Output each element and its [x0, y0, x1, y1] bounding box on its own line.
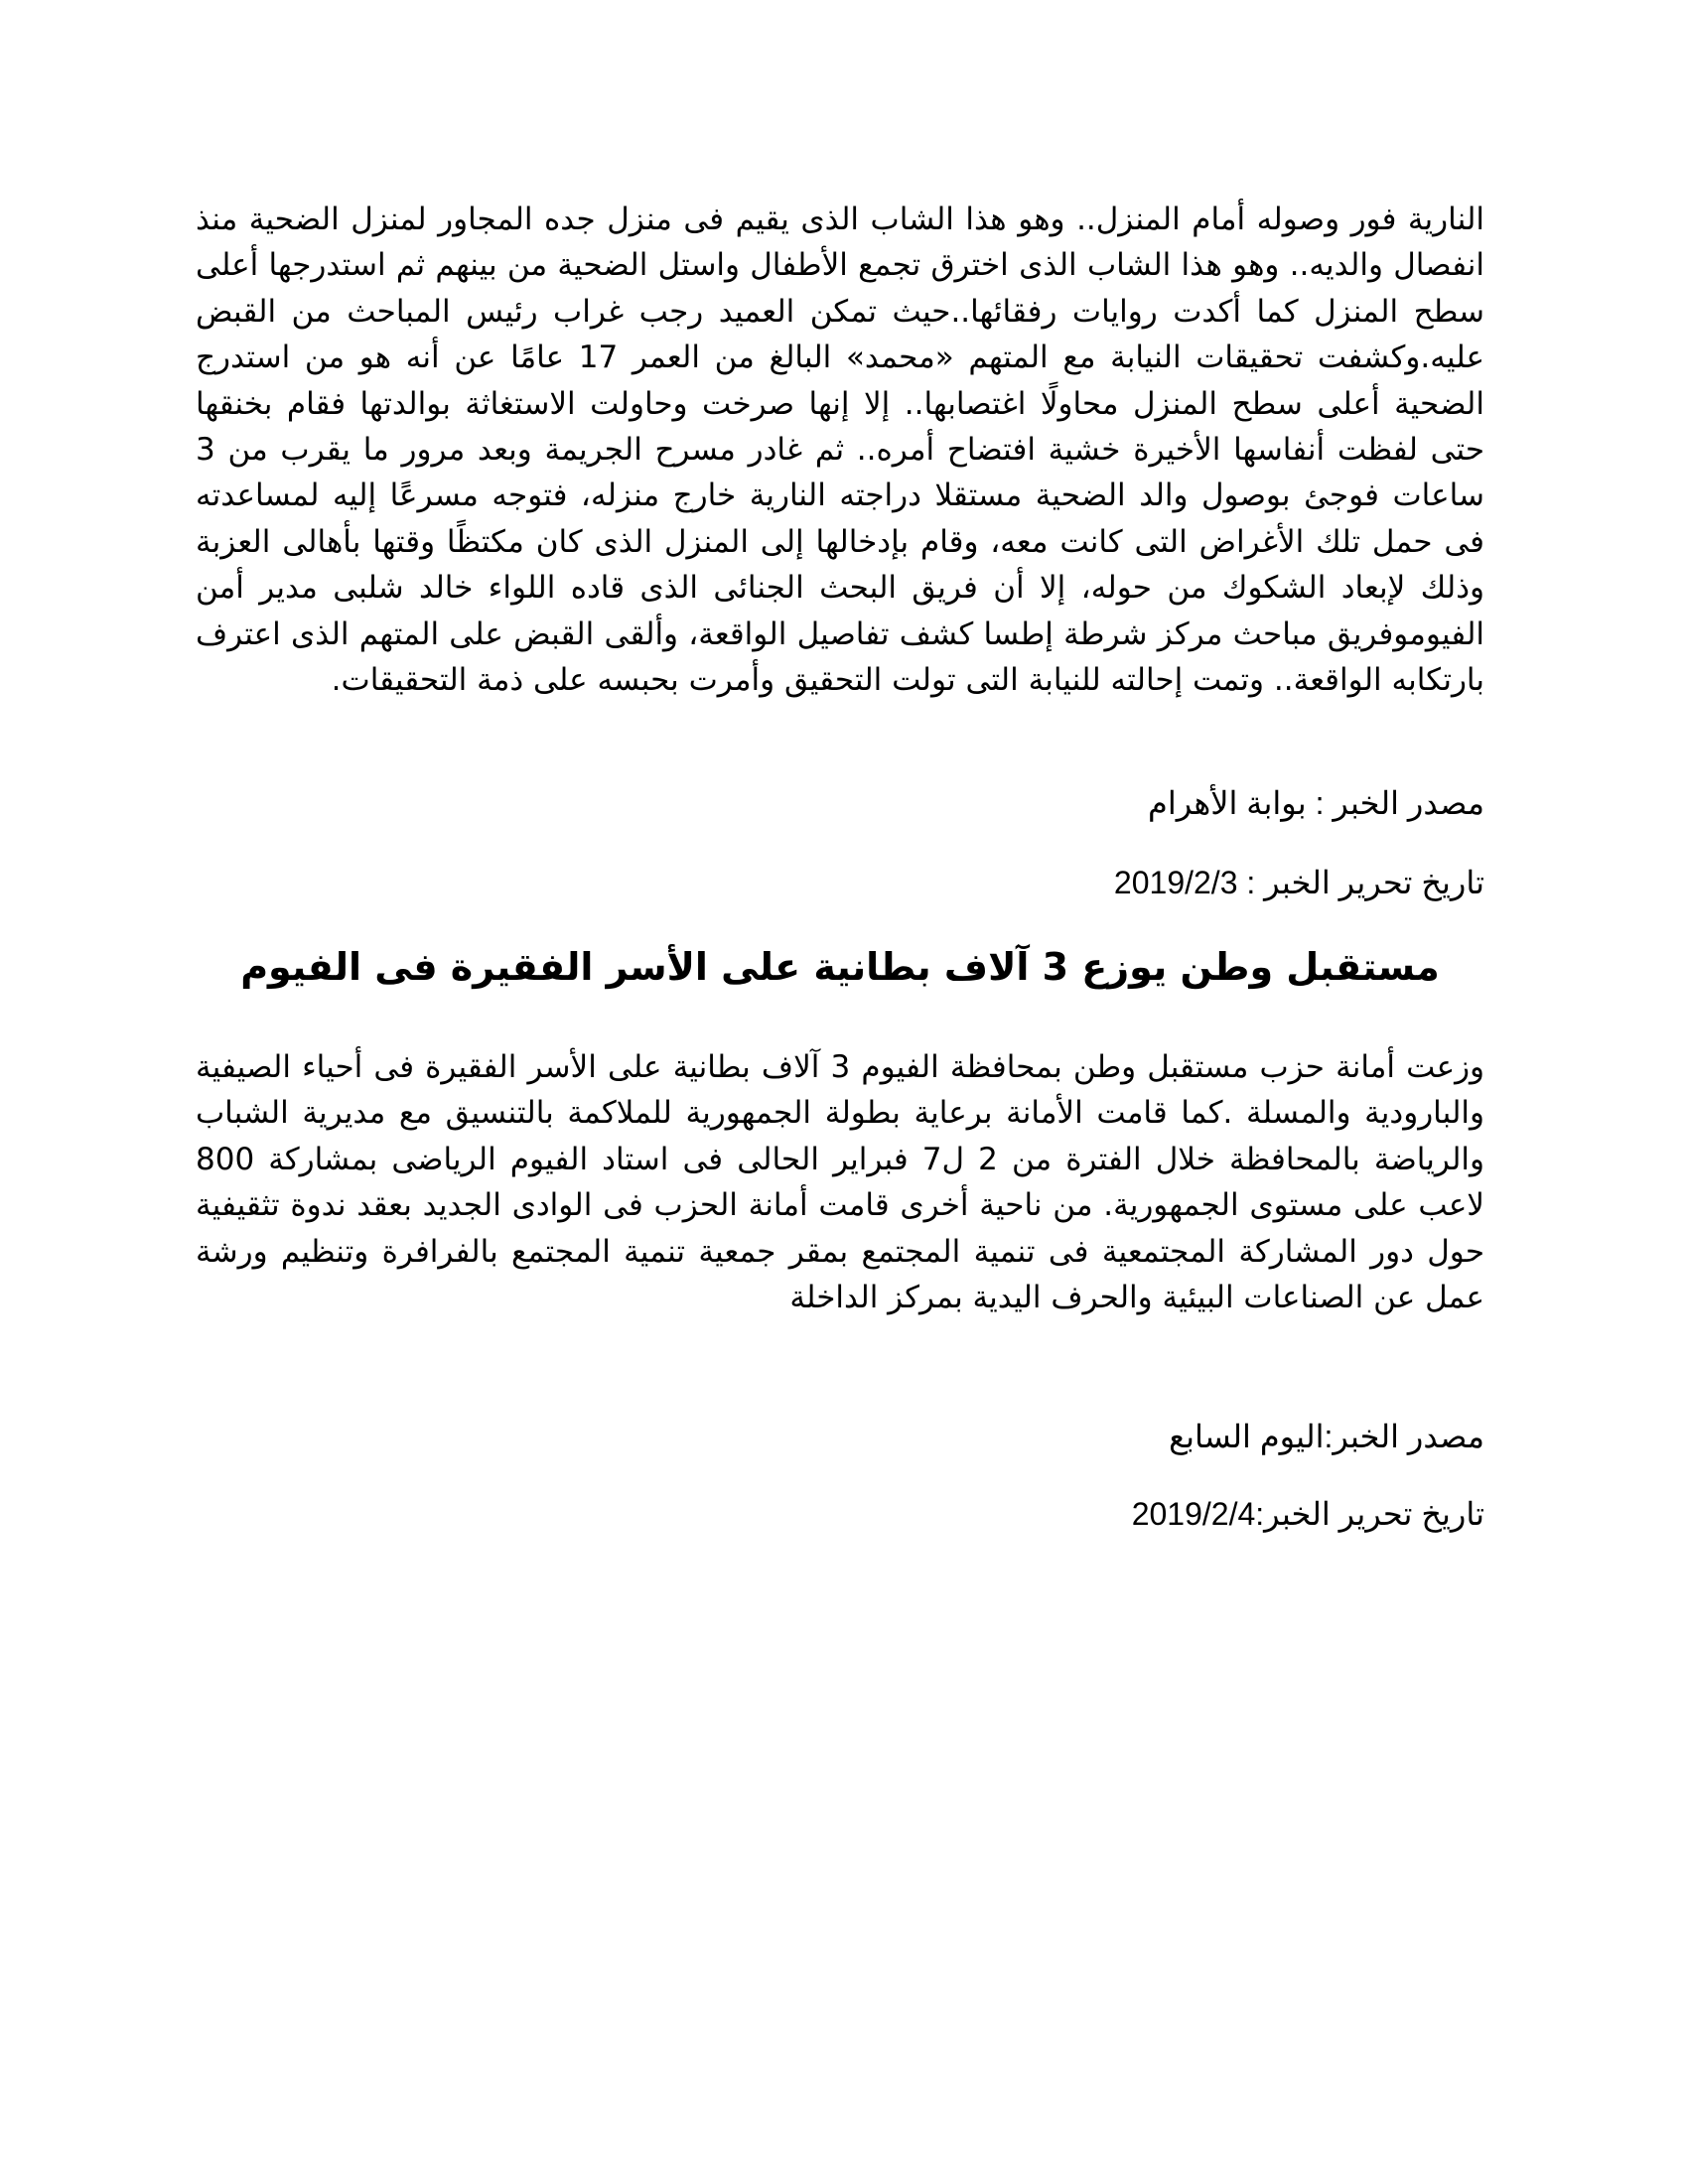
article-1-body: النارية فور وصوله أمام المنزل.. وهو هذا الشاب الذى يقيم فى منزل جده المجاور لمنزل الضحية منذ انفصال والديه.. وهو هذا الشاب الذى اخترق تجمع الأطفال واستل الضحية من بينهم ثم استدرجها أعلى سطح المنزل كما أكدت روايات رفقائها..حيث تمكن العميد رجب غراب رئيس المباحث من القبض عليه.وكشفت تحقيقات النيابة مع المتهم «محمد» البالغ من العمر 17 عامًا عن أنه هو من استدرج الضحية أعلى سطح المنزل محاولًا اغتصابها.. إلا إنها صرخت وحاولت الاستغاثة بوالدتها فقام بخنقها حتى لفظت أنفاسها الأخيرة خشية افتضاح أمره.. ثم غادر مسرح الجريمة وبعد مرور ما يقرب من 3 ساعات فوجئ بوصول والد الضحية مستقلا دراجته النارية خارج منزله، فتوجه مسرعًا إليه لمساعدته فى حمل تلك الأغراض التى كانت معه، وقام بإدخالها إلى المنزل الذى كان مكتظًا وقتها بأهالى العزبة وذلك لإبعاد الشكوك من حوله، إلا أن فريق البحث الجنائى الذى قاده اللواء خالد شلبى مدير أمن الفيوموفريق مباحث مركز شرطة إطسا كشف تفاصيل الواقعة، وألقى القبض على المتهم الذى اعترف بارتكابه الواقعة.. وتمت إحالته للنيابة التى تولت التحقيق وأمرت بحبسه على ذمة التحقيقات.	[196, 202, 1484, 699]
article-2-headline: مستقبل وطن يوزع 3 آلاف بطانية على الأسر الفقيرة فى الفيوم	[240, 945, 1440, 989]
article-2	[196, 1044, 1484, 1320]
article-2-source: مصدر الخبر:اليوم السابع	[1169, 1419, 1484, 1454]
article-1-date: تاريخ تحرير الخبر : 2019/2/3	[1113, 865, 1484, 900]
article-1	[196, 197, 1484, 703]
article-2-date: تاريخ تحرير الخبر:2019/2/4	[1131, 1496, 1484, 1532]
article-2-body: وزعت أمانة حزب مستقبل وطن بمحافظة الفيوم 3 آلاف بطانية على الأسر الفقيرة فى أحياء الصيفية والبارودية والمسلة .كما قامت الأمانة برعاية بطولة الجمهورية للملاكمة بالتنسيق مع مديرية الشباب والرياضة بالمحافظة خلال الفترة من 2 ل7 فبراير الحالى فى استاد الفيوم الرياضى بمشاركة 800 لاعب على مستوى الجمهورية. من ناحية أخرى قامت أمانة الحزب فى الوادى الجديد بعقد ندوة تثقيفية حول دور المشاركة المجتمعية فى تنمية المجتمع بمقر جمعية تنمية المجتمع بالفرافرة وتنظيم ورشة عمل عن الصناعات البيئية والحرف اليدية بمركز الداخلة	[196, 1049, 1485, 1316]
article-1-source: مصدر الخبر : بوابة الأهرام	[1148, 785, 1484, 821]
